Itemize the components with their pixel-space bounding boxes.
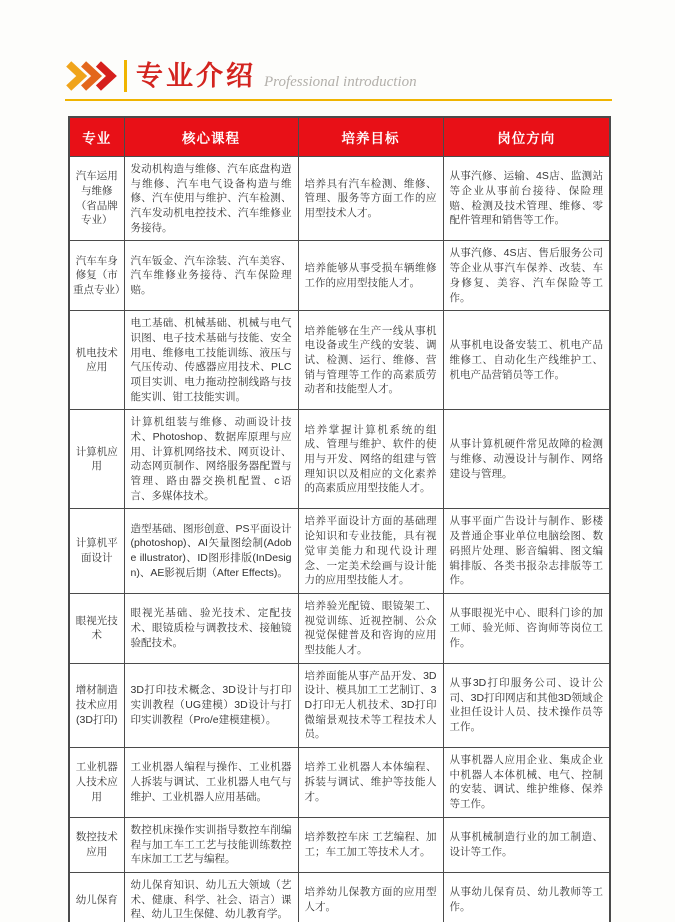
section-header [65, 60, 612, 101]
courses-cell: 电工基础、机械基础、机械与电气识图、电子技术基础与技能、安全用电、维修电工技能训练、液压与气压传动、传感器应用技术、PLC项目实训、电力拖动控制线路与技能实训、钳工技能实训。 [124, 311, 298, 410]
triple-right-chevrons-icon [65, 61, 117, 91]
jobs-cell: 从事3D打印服务公司、设计公司、3D打印网店和其他3D领域企业担任设计人员、技术操作员等工作。 [443, 663, 610, 747]
major-cell: 计算机平面设计 [69, 509, 124, 593]
goal-cell: 培养具有汽车检测、维修、管理、服务等方面工作的应用型技术人才。 [298, 157, 443, 241]
page-title: 专业介绍 [136, 60, 256, 91]
goal-cell: 培养工业机器人本体编程、拆装与调试、维护等技能人才。 [298, 748, 443, 818]
jobs-cell: 从事眼视光中心、眼科门诊的加工师、验光师、咨询师等岗位工作。 [443, 593, 610, 663]
table-row [69, 817, 610, 872]
majors-table-wrap [68, 116, 609, 922]
table-row [69, 872, 610, 922]
major-cell: 机电技术应用 [69, 311, 124, 410]
table-row [69, 410, 610, 509]
table-row [69, 748, 610, 818]
jobs-cell: 从事汽修、运输、4S店、监测站等企业从事前台接待、保险理赔、检测及技术管理、维修、零配件管理和销售等工作。 [443, 157, 610, 241]
col-header-courses: 核心课程 [124, 117, 298, 157]
courses-cell: 幼儿保育知识、幼儿五大领域（艺术、健康、科学、社会、语言）课程、幼儿卫生保健、幼儿教育学。 [124, 872, 298, 922]
jobs-cell: 从事机械制造行业的加工制造、设计等工作。 [443, 817, 610, 872]
jobs-cell: 从事计算机硬件常见故障的检测与维修、动漫设计与制作、网络建设与管理。 [443, 410, 610, 509]
table-header-row [69, 117, 610, 157]
table-row [69, 663, 610, 747]
table-row [69, 157, 610, 241]
col-header-major: 专业 [69, 117, 124, 157]
goal-cell: 培养幼儿保教方面的应用型人才。 [298, 872, 443, 922]
jobs-cell: 从事机器人应用企业、集成企业中机器人本体机械、电气、控制的安装、调试、维护维修、保养等工作。 [443, 748, 610, 818]
major-cell: 计算机应用 [69, 410, 124, 509]
jobs-cell: 从事汽修、4S店、售后服务公司等企业从事汽车保养、改装、车身修复、美容、汽车保险等工作。 [443, 241, 610, 311]
table-row [69, 311, 610, 410]
goal-cell: 培养验光配镜、眼镜架工、视觉训练、近视控制、公众视觉保健普及和咨询的应用型技能人才。 [298, 593, 443, 663]
courses-cell: 发动机构造与维修、汽车底盘构造与维修、汽车电气设备构造与维修、汽车使用与维护、汽车检测、汽车发动机电控技术、汽车维修业务接待。 [124, 157, 298, 241]
courses-cell: 数控机床操作实训指导数控车削编程与加工车工工艺与技能训练数控车床加工工艺与编程。 [124, 817, 298, 872]
major-cell: 增材制造技术应用(3D打印) [69, 663, 124, 747]
courses-cell: 眼视光基础、验光技术、定配技术、眼镜质检与调教技术、接触镜验配技术。 [124, 593, 298, 663]
major-cell: 汽车车身修复（市重点专业） [69, 241, 124, 311]
table-row [69, 593, 610, 663]
major-cell: 幼儿保育 [69, 872, 124, 922]
yellow-divider-bar [124, 60, 127, 92]
courses-cell: 计算机组装与维修、动画设计技术、Photoshop、数据库原理与应用、计算机网络技术、网页设计、动态网页制作、网络服务器配置与管理、路由器交换机配置、c语言、多媒体技术。 [124, 410, 298, 509]
major-cell: 数控技术应用 [69, 817, 124, 872]
col-header-goal: 培养目标 [298, 117, 443, 157]
jobs-cell: 从事平面广告设计与制作、影楼及普通企事业单位电脑绘图、数码照片处理、影音编辑、图文编辑排版、各类书报杂志排版等工作。 [443, 509, 610, 593]
goal-cell: 培养数控车床 工艺编程、加工；车工加工等技术人才。 [298, 817, 443, 872]
majors-table [68, 116, 611, 922]
courses-cell: 造型基础、图形创意、PS平面设计(photoshop)、AI矢量图绘制(Adobe illustrator)、ID图形排版(InDesign)、AE影视后期（After Effects)。 [124, 509, 298, 593]
page-subtitle: Professional introduction [264, 74, 417, 90]
major-cell: 汽车运用与维修（省品牌专业） [69, 157, 124, 241]
courses-cell: 3D打印技术概念、3D设计与打印实训教程（UG建模）3D设计与打印实训教程（Pro/e建模建模）。 [124, 663, 298, 747]
jobs-cell: 从事机电设备安装工、机电产品维修工、自动化生产线维护工、机电产品营销员等工作。 [443, 311, 610, 410]
table-row [69, 241, 610, 311]
goal-cell: 培养平面设计方面的基础理论知识和专业技能，具有视觉审美能力和现代设计理念、一定美术绘画与设计能力的应用型技能人才。 [298, 509, 443, 593]
major-cell: 眼视光技术 [69, 593, 124, 663]
major-cell: 工业机器人技术应用 [69, 748, 124, 818]
courses-cell: 汽车钣金、汽车涂装、汽车美容、汽车维修业务接待、汽车保险理赔。 [124, 241, 298, 311]
goal-cell: 培养面能从事产品开发、3D设计、模具加工工艺制订、3D打印无人机技术、3D打印微缩景观技术等工程技术人员。 [298, 663, 443, 747]
table-row [69, 509, 610, 593]
goal-cell: 培养能够在生产一线从事机电设备或生产线的安装、调试、检测、运行、维修、营销与管理等工作的高素质劳动者和技能型人才。 [298, 311, 443, 410]
col-header-jobs: 岗位方向 [443, 117, 610, 157]
courses-cell: 工业机器人编程与操作、工业机器人拆装与调试、工业机器人电气与维护、工业机器人应用基础。 [124, 748, 298, 818]
jobs-cell: 从事幼儿保育员、幼儿教师等工作。 [443, 872, 610, 922]
goal-cell: 培养掌握计算机系统的组成、管理与维护、软件的使用与开发、网络的组建与管理知识以及相应的文化素养的高素质应用型技能人才。 [298, 410, 443, 509]
goal-cell: 培养能够从事受损车辆维修工作的应用型技能人才。 [298, 241, 443, 311]
